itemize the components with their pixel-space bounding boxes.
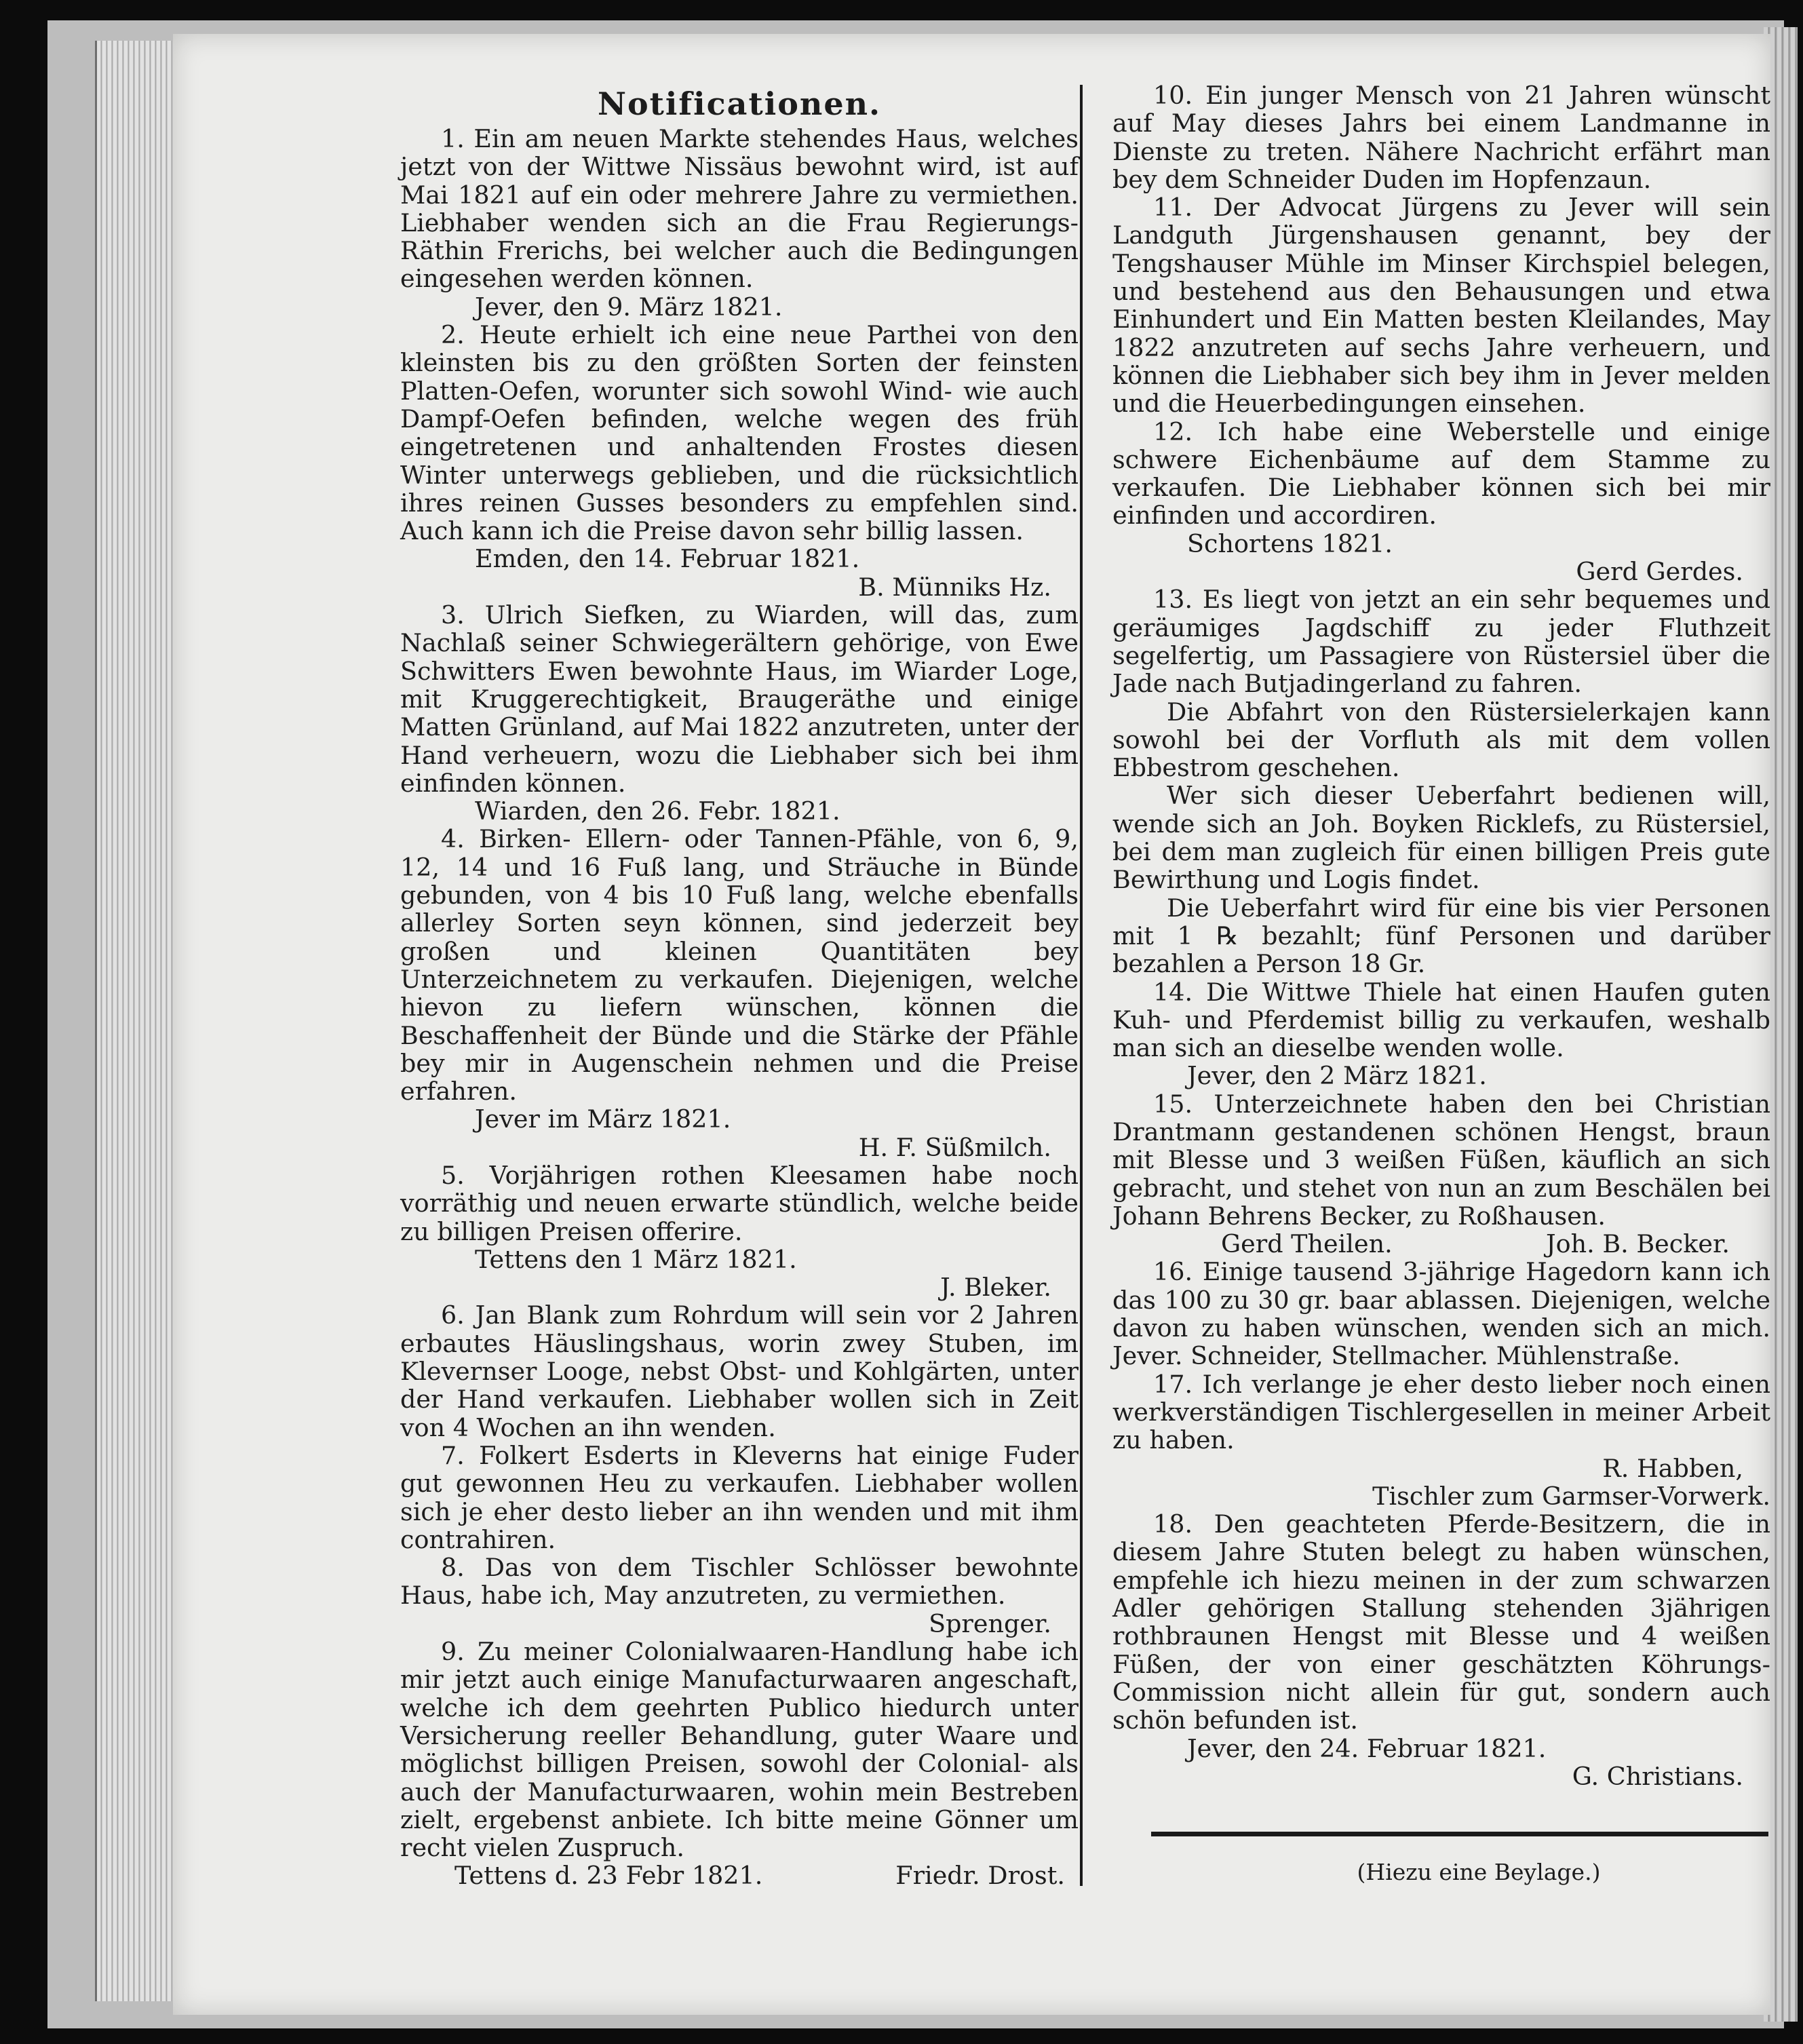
notice-item bbox=[1112, 978, 1770, 1090]
notice-text: Die Abfahrt von den Rüstersielerkajen kann sowohl bei der Vorfluth als mit dem vollen Ebbestrom geschehen. bbox=[1112, 697, 1770, 783]
notice-text: 5. Vorjährigen rothen Kleesamen habe noch vorräthig und neuen erwarte stündlich, welche beide zu billigen Preisen offerire. bbox=[400, 1160, 1079, 1246]
notice-item bbox=[400, 1301, 1079, 1441]
notice-item bbox=[400, 601, 1079, 825]
notice-item bbox=[1112, 1370, 1770, 1510]
notice-item bbox=[1112, 1510, 1770, 1790]
notice-place-date: Emden, den 14. Februar 1821. bbox=[475, 544, 860, 574]
column-divider bbox=[1080, 85, 1083, 1886]
notice-signature: R. Habben, bbox=[1602, 1453, 1743, 1483]
notice-place-date: Tettens den 1 März 1821. bbox=[475, 1244, 797, 1274]
notice-text: 13. Es liegt von jetzt an ein sehr bequemes und geräumiges Jagdschiff zu jeder Fluthzeit segelfertig, um Passagiere von Rüstersiel über die Jade nach Butjadingerland zu fahren. bbox=[1112, 585, 1770, 699]
signature-pair bbox=[1112, 1230, 1770, 1258]
right-column bbox=[1112, 81, 1770, 1790]
notice-signature: G. Christians. bbox=[1572, 1761, 1743, 1791]
notice-text: 9. Zu meiner Colonialwaaren-Handlung habe ich mir jetzt auch einige Manufacturwaaren angeschaft, welche ich dem geehrten Publico hiedurch unter Versicherung reeller Behandlung, guter Waare und möglichst billigen Preisen, sowohl der Colonial- als auch der Manufacturwaaren, wohin mein Bestreben zielt, ergebenst anbiete. Ich bitte meine Gönner um recht vielen Zuspruch. bbox=[400, 1637, 1079, 1863]
notice-signature: Gerd Theilen. bbox=[1221, 1229, 1393, 1259]
notice-item bbox=[400, 1554, 1079, 1638]
notice-text: 15. Unterzeichnete haben den bei Christian Drantmann gestandenen schönen Hengst, braun mit Blesse und 3 weißen Füßen, käuflich an sich gebracht, und stehet von nun an zum Beschälen bei Johann Behrens Becker, zu Roßhausen. bbox=[1112, 1089, 1770, 1231]
notice-text: 8. Das von dem Tischler Schlösser bewohnte Haus, habe ich, May anzutreten, zu vermiethen. bbox=[400, 1553, 1079, 1611]
notice-text: 1. Ein am neuen Markte stehendes Haus, welches jetzt von der Wittwe Nissäus bewohnt wird, ist auf Mai 1821 auf ein oder mehrere Jahre zu vermiethen. Liebhaber wenden sich an die Frau Regierungs-Räthin Frerichs, bei welcher auch die Bedingungen eingesehen werden können. bbox=[400, 124, 1079, 294]
notice-place-date: Jever, den 2 März 1821. bbox=[1187, 1061, 1487, 1091]
notice-place-date: Tettens d. 23 Febr 1821. bbox=[454, 1861, 763, 1891]
notice-text: 17. Ich verlange je eher desto lieber noch einen werkverständigen Tischlergesellen in meiner Arbeit zu haben. bbox=[1112, 1369, 1770, 1455]
notice-text: Die Ueberfahrt wird für eine bis vier Personen mit 1 ℞ bezahlt; fünf Personen und darüber bezahlen a Person 18 Gr. bbox=[1112, 893, 1770, 979]
notice-place-date: Jever, den 9. März 1821. bbox=[475, 292, 783, 322]
notice-item bbox=[1112, 81, 1770, 193]
notice-text: 12. Ich habe eine Weberstelle und einige schwere Eichenbäume auf dem Stamme zu verkaufen. Die Liebhaber können sich bei mir einfinden und accordiren. bbox=[1112, 417, 1770, 531]
notice-text: 18. Den geachteten Pferde-Besitzern, die in diesem Jahre Stuten belegt zu haben wünschen, empfehle ich hiezu meinen in der zum schwarzen Adler gehörigen Stallung stehenden 3jährigen rothbraunen Hengst mit Blesse und 4 weißen Füßen, der von einer geschätzten Köhrungs-Commission nicht allein für gut, sondern auch schön befunden ist. bbox=[1112, 1509, 1770, 1735]
notice-item bbox=[1112, 585, 1770, 978]
supplement-note: (Hiezu eine Beylage.) bbox=[1357, 1859, 1601, 1885]
notice-signature-title: Tischler zum Garmser-Vorwerk. bbox=[1372, 1481, 1770, 1511]
notice-text: 2. Heute erhielt ich eine neue Parthei von den kleinsten bis zu den größten Sorten der feinsten Platten-Oefen, worunter sich sowohl Wind- wie auch Dampf-Oefen befinden, welche wegen des früh eingetretenen und anhaltenden Frostes diesen Winter unterwegs geblieben, und die rücksichtlich ihres reinen Gusses besonders zu empfehlen sind. Auch kann ich die Preise davon sehr billig lassen. bbox=[400, 320, 1079, 546]
notice-text: Wer sich dieser Ueberfahrt bedienen will, wende sich an Joh. Boyken Ricklefs, zu Rüstersiel, bei dem man zugleich für einen billigen Preis gute Bewirthung und Logis findet. bbox=[1112, 781, 1770, 895]
notice-signature: Friedr. Drost. bbox=[895, 1861, 1065, 1891]
notice-item bbox=[400, 825, 1079, 1161]
notice-item bbox=[1112, 193, 1770, 417]
notice-item bbox=[400, 321, 1079, 601]
notice-item bbox=[400, 125, 1079, 321]
page-edge-stack bbox=[95, 41, 178, 2001]
notice-text: 7. Folkert Esderts in Kleverns hat einige Fuder gut gewonnen Heu zu verkaufen. Liebhaber wollen sich je eher desto lieber an ihn wenden und mit ihm contrahiren. bbox=[400, 1440, 1079, 1554]
notice-item bbox=[1112, 1090, 1770, 1258]
notice-text: 16. Einige tausend 3-jährige Hagedorn kann ich das 100 zu 30 gr. baar ablassen. Diejenigen, welche davon zu haben wünschen, wenden sich an mich. Jever. Schneider, Stellmacher. Mühlenstraße. bbox=[1112, 1257, 1770, 1371]
left-column bbox=[400, 81, 1079, 1890]
notice-signature: H. F. Süßmilch. bbox=[858, 1132, 1051, 1162]
notice-text: 3. Ulrich Siefken, zu Wiarden, will das, zum Nachlaß seiner Schwiegerältern gehörige, von Ewe Schwitters Ewen bewohnte Haus, im Wiarder Loge, mit Kruggerechtigkeit, Braugeräthe und einige Matten Grünland, auf Mai 1822 anzutreten, unter der Hand verheuern, wozu die Liebhaber sich bei ihm einfinden können. bbox=[400, 600, 1079, 798]
section-heading: Notificationen. bbox=[597, 85, 882, 122]
notice-place-date: Wiarden, den 26. Febr. 1821. bbox=[475, 796, 840, 826]
notice-item bbox=[400, 1638, 1079, 1890]
notice-item bbox=[1112, 418, 1770, 586]
notice-signature: Joh. B. Becker. bbox=[1546, 1229, 1730, 1259]
notice-text: 11. Der Advocat Jürgens zu Jever will sein Landguth Jürgenshausen genannt, bey der Tengshauser Mühle im Minser Kirchspiel belegen, und bestehend aus den Behausungen und etwa Einhundert und Ein Matten besten Kleilandes, May 1822 anzutreten auf sechs Jahre verheuern, und können die Liebhaber sich bey ihm in Jever melden und die Heuerbedingungen einsehen. bbox=[1112, 193, 1770, 419]
notice-place-date: Jever, den 24. Februar 1821. bbox=[1187, 1733, 1547, 1763]
notice-item bbox=[400, 1442, 1079, 1554]
notice-text: 4. Birken- Ellern- oder Tannen-Pfähle, von 6, 9, 12, 14 und 16 Fuß lang, und Sträuche in Bünde gebunden, von 4 bis 10 Fuß lang, welche ebenfalls allerley Sorten seyn können, sind jederzeit bey großen und kleinen Quantitäten bey Unterzeichnetem zu verkaufen. Diejenigen, welche hievon zu liefern wünschen, können die Beschaffenheit der Bünde und die Stärke der Pfähle bey mir in Augenschein nehmen und die Preise erfahren. bbox=[400, 824, 1079, 1106]
notice-signature: Gerd Gerdes. bbox=[1576, 557, 1743, 587]
notice-place-date: Jever im März 1821. bbox=[475, 1104, 731, 1134]
place-and-signature bbox=[400, 1862, 1079, 1889]
notice-text: 6. Jan Blank zum Rohrdum will sein vor 2 Jahren erbautes Häuslingshaus, worin zwey Stuben, im Klevernser Looge, nebst Obst- und Kohlgärten, unter der Hand verkaufen. Liebhaber wollen sich in Zeit von 4 Wochen an ihn wenden. bbox=[400, 1300, 1079, 1442]
notice-place-date: Schortens 1821. bbox=[1187, 528, 1393, 558]
notice-text: 14. Die Wittwe Thiele hat einen Haufen guten Kuh- und Pferdemist billig zu verkaufen, weshalb man sich an dieselbe wenden wolle. bbox=[1112, 977, 1770, 1063]
notice-item bbox=[1112, 1258, 1770, 1370]
notice-text: 10. Ein junger Mensch von 21 Jahren wünscht auf May dieses Jahrs bei einem Landmanne in Dienste zu treten. Nähere Nachricht erfährt man bey dem Schneider Duden im Hopfenzaun. bbox=[1112, 81, 1770, 194]
notice-item bbox=[400, 1161, 1079, 1301]
notice-signature: J. Bleker. bbox=[940, 1273, 1051, 1303]
end-rule bbox=[1151, 1832, 1768, 1836]
notice-signature: B. Münniks Hz. bbox=[858, 572, 1051, 602]
notice-signature: Sprenger. bbox=[929, 1608, 1051, 1638]
